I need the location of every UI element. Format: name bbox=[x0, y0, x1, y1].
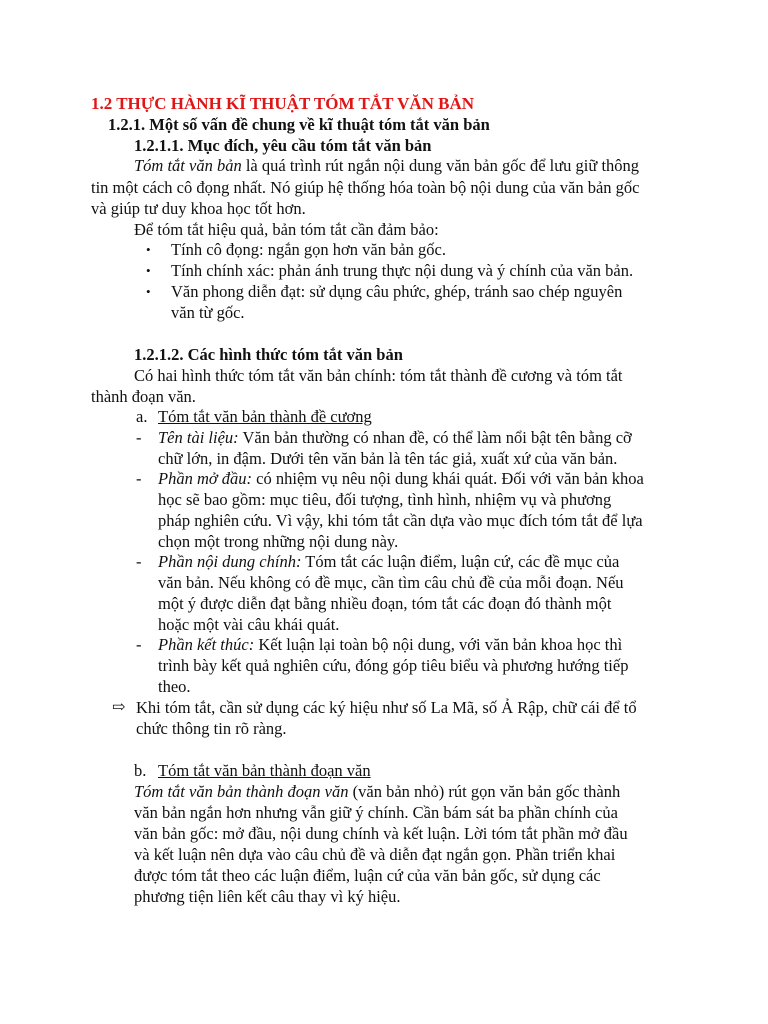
paragraph-line: tin một cách cô đọng nhất. Nó giúp hệ thống hóa toàn bộ nội dung của văn bản gốc bbox=[91, 178, 640, 197]
dash-item: Phần nội dung chính: Tóm tắt các luận điểm, luận cứ, các đề mục của bbox=[158, 552, 620, 571]
dash-item-continued: chữ lớn, in đậm. Dưới tên văn bản là tên tác giả, xuất xứ của văn bản. bbox=[158, 449, 618, 468]
dash-marker: - bbox=[136, 552, 142, 571]
bullet-marker: • bbox=[146, 284, 151, 299]
italic-term: Phần mở đầu: bbox=[158, 469, 253, 488]
paragraph-line: và giúp tư duy khoa học tốt hơn. bbox=[91, 199, 306, 218]
subsection-heading: 1.2.1. Một số vấn đề chung về kĩ thuật tóm tắt văn bản bbox=[108, 115, 490, 134]
dash-item-continued: hoặc một vài câu khái quát. bbox=[158, 615, 340, 634]
dash-item-continued: chọn một trong những nội dung này. bbox=[158, 532, 399, 551]
sub-subsection-heading: 1.2.1.2. Các hình thức tóm tắt văn bản bbox=[134, 345, 403, 364]
bullet-item-continued: văn từ gốc. bbox=[171, 303, 245, 322]
paragraph-line: Có hai hình thức tóm tắt văn bản chính: tóm tắt thành đề cương và tóm tắt bbox=[134, 366, 623, 385]
list-heading: Tóm tắt văn bản thành đề cương bbox=[158, 407, 372, 426]
dash-item-continued: văn bản. Nếu không có đề mục, cần tìm câu chủ đề của mỗi đoạn. Nếu bbox=[158, 573, 624, 592]
paragraph-line: và kết luận nên dựa vào câu chủ đề và diễn đạt ngắn gọn. Phần triển khai bbox=[134, 845, 616, 864]
italic-term: Tên tài liệu: bbox=[158, 428, 239, 447]
paragraph-line: Tóm tắt văn bản là quá trình rút ngắn nội dung văn bản gốc để lưu giữ thông bbox=[134, 156, 640, 175]
arrow-right-icon: ⇨ bbox=[112, 699, 126, 716]
italic-term: Tóm tắt văn bản thành đoạn văn bbox=[134, 782, 349, 801]
list-marker: a. bbox=[136, 407, 148, 426]
italic-term: Phần nội dung chính: bbox=[158, 552, 302, 571]
dash-item: Phần kết thúc: Kết luận lại toàn bộ nội dung, với văn bản khoa học thì bbox=[158, 635, 623, 654]
dash-marker: - bbox=[136, 428, 142, 447]
dash-marker: - bbox=[136, 635, 142, 654]
dash-item: Tên tài liệu: Văn bản thường có nhan đề, có thể làm nổi bật tên bằng cỡ bbox=[158, 428, 632, 447]
paragraph-line: văn bản ngắn hơn nhưng vẫn giữ ý chính. Cần bám sát ba phần chính của bbox=[134, 803, 618, 822]
dash-item-continued: pháp nghiên cứu. Vì vậy, khi tóm tắt cần dựa vào mục đích tóm tắt để lựa bbox=[158, 511, 643, 530]
note-line: chức thông tin rõ ràng. bbox=[136, 719, 287, 738]
note-line: Khi tóm tắt, cần sử dụng các ký hiệu như số La Mã, số Ả Rập, chữ cái để tổ bbox=[136, 698, 637, 717]
italic-term: Phần kết thúc: bbox=[158, 635, 255, 654]
dash-item-continued: theo. bbox=[158, 677, 191, 696]
section-heading: 1.2 THỰC HÀNH KĨ THUẬT TÓM TẮT VĂN BẢN bbox=[91, 94, 475, 113]
paragraph-line: thành đoạn văn. bbox=[91, 387, 196, 406]
list-marker: b. bbox=[134, 761, 147, 780]
paragraph-line: phương tiện liên kết câu thay vì ký hiệu. bbox=[134, 887, 401, 906]
dash-item-continued: một ý được diễn đạt bằng nhiều đoạn, tóm tắt các đoạn đó thành một bbox=[158, 594, 612, 613]
bullet-marker: • bbox=[146, 263, 151, 278]
dash-item-continued: trình bày kết quả nghiên cứu, đóng góp tiêu biểu và phương hướng tiếp bbox=[158, 656, 629, 675]
bullet-item: Tính chính xác: phản ánh trung thực nội dung và ý chính của văn bản. bbox=[171, 261, 634, 280]
bullet-item: Tính cô đọng: ngắn gọn hơn văn bản gốc. bbox=[171, 240, 446, 259]
paragraph-line: Để tóm tắt hiệu quả, bản tóm tắt cần đảm bảo: bbox=[134, 220, 439, 239]
bullet-item: Văn phong diễn đạt: sử dụng câu phức, ghép, tránh sao chép nguyên bbox=[171, 282, 623, 301]
dash-item-continued: học sẽ bao gồm: mục tiêu, đối tượng, tình hình, nhiệm vụ và phương bbox=[158, 490, 612, 509]
paragraph-line: Tóm tắt văn bản thành đoạn văn (văn bản nhỏ) rút gọn văn bản gốc thành bbox=[134, 782, 621, 801]
list-heading: Tóm tắt văn bản thành đoạn văn bbox=[158, 761, 371, 780]
dash-marker: - bbox=[136, 469, 142, 488]
italic-term: Tóm tắt văn bản bbox=[134, 156, 242, 175]
dash-item: Phần mở đầu: có nhiệm vụ nêu nội dung khái quát. Đối với văn bản khoa bbox=[158, 469, 644, 488]
bullet-marker: • bbox=[146, 242, 151, 257]
paragraph-line: văn bản gốc: mở đầu, nội dung chính và kết luận. Lời tóm tắt phần mở đầu bbox=[134, 824, 628, 843]
paragraph-line: được tóm tắt theo các luận điểm, luận cứ của văn bản gốc, sử dụng các bbox=[134, 866, 601, 885]
sub-subsection-heading: 1.2.1.1. Mục đích, yêu cầu tóm tắt văn bản bbox=[134, 136, 432, 155]
